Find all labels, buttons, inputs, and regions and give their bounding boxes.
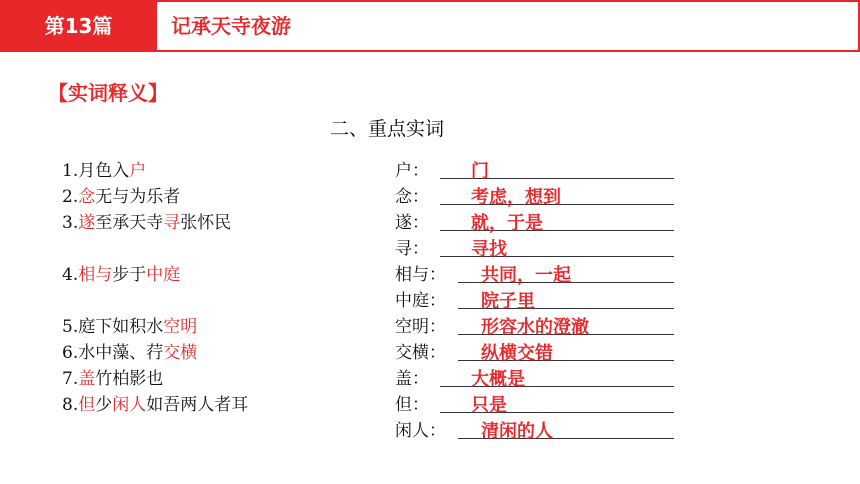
sentence-item	[62, 260, 180, 285]
sentence-text: 水中藻、荇	[78, 343, 164, 363]
sentence-number: 2.	[62, 187, 79, 207]
term-answer: 院子里	[481, 291, 535, 312]
sentence-number: 6.	[62, 343, 79, 363]
term-answer: 只是	[471, 395, 507, 416]
term-answer: 大概是	[471, 369, 525, 390]
sentence-item	[62, 364, 163, 389]
sentence-number: 1.	[62, 161, 79, 181]
sentence-item	[62, 338, 197, 363]
sentence-number: 4.	[62, 265, 79, 285]
term-answer: 清闲的人	[481, 421, 553, 442]
sentence-item	[62, 390, 248, 415]
key-word-highlight: 闲人	[112, 395, 147, 415]
sentence-text: 少	[95, 395, 113, 415]
term-word: 寻：	[395, 239, 429, 259]
key-word-highlight: 但	[78, 395, 96, 415]
term-answer: 就，于是	[471, 213, 543, 234]
section-label: 【实词释义】	[48, 81, 168, 105]
term-answer: 纵横交错	[481, 343, 553, 364]
sentence-item	[62, 182, 180, 207]
term-answer: 共同，一起	[481, 265, 571, 286]
term-word: 遂：	[395, 213, 429, 233]
key-word-highlight: 念	[78, 187, 96, 207]
term-word: 中庭：	[395, 291, 446, 311]
sentence-text: 张怀民	[180, 213, 232, 233]
sentence-text: 竹柏影也	[95, 369, 164, 389]
sentence-text: 庭下如积水	[78, 317, 164, 337]
sentence-text: 月色入	[78, 161, 130, 181]
key-word-highlight: 空明	[163, 317, 198, 337]
sentence-item	[62, 312, 197, 337]
term-word: 盖：	[395, 369, 429, 389]
sentence-text: 无与为乐者	[95, 187, 181, 207]
term-answer: 考虑，想到	[471, 187, 561, 208]
term-word: 念：	[395, 187, 429, 207]
subheading: 二、重点实词	[330, 118, 445, 140]
sentence-text: 如吾两人者耳	[146, 395, 249, 415]
term-answer: 寻找	[471, 239, 507, 260]
key-word-highlight: 中庭	[146, 265, 181, 285]
key-word-highlight: 相与	[78, 265, 113, 285]
key-word-highlight: 盖	[78, 369, 96, 389]
sentence-number: 7.	[62, 369, 79, 389]
key-word-highlight: 户	[129, 161, 147, 181]
term-word: 但：	[395, 395, 429, 415]
term-word: 空明：	[395, 317, 446, 337]
key-word-highlight: 交横	[163, 343, 198, 363]
key-word-highlight: 遂	[78, 213, 96, 233]
sentence-text: 至承天寺	[95, 213, 164, 233]
term-answer: 门	[471, 161, 489, 182]
term-word: 闲人：	[395, 421, 446, 441]
sentence-number: 3.	[62, 213, 79, 233]
sentence-number: 8.	[62, 395, 79, 415]
sentence-number: 5.	[62, 317, 79, 337]
term-word: 相与：	[395, 265, 446, 285]
term-answer: 形容水的澄澈	[481, 317, 589, 338]
chapter-tag: 第13篇	[0, 0, 157, 52]
sentence-item	[62, 208, 231, 233]
term-word: 交横：	[395, 343, 446, 363]
sentence-item	[62, 156, 146, 181]
sentence-text: 步于	[112, 265, 147, 285]
page-title: 记承天寺夜游	[171, 14, 291, 38]
key-word-highlight: 寻	[163, 213, 181, 233]
term-word: 户：	[395, 161, 429, 181]
